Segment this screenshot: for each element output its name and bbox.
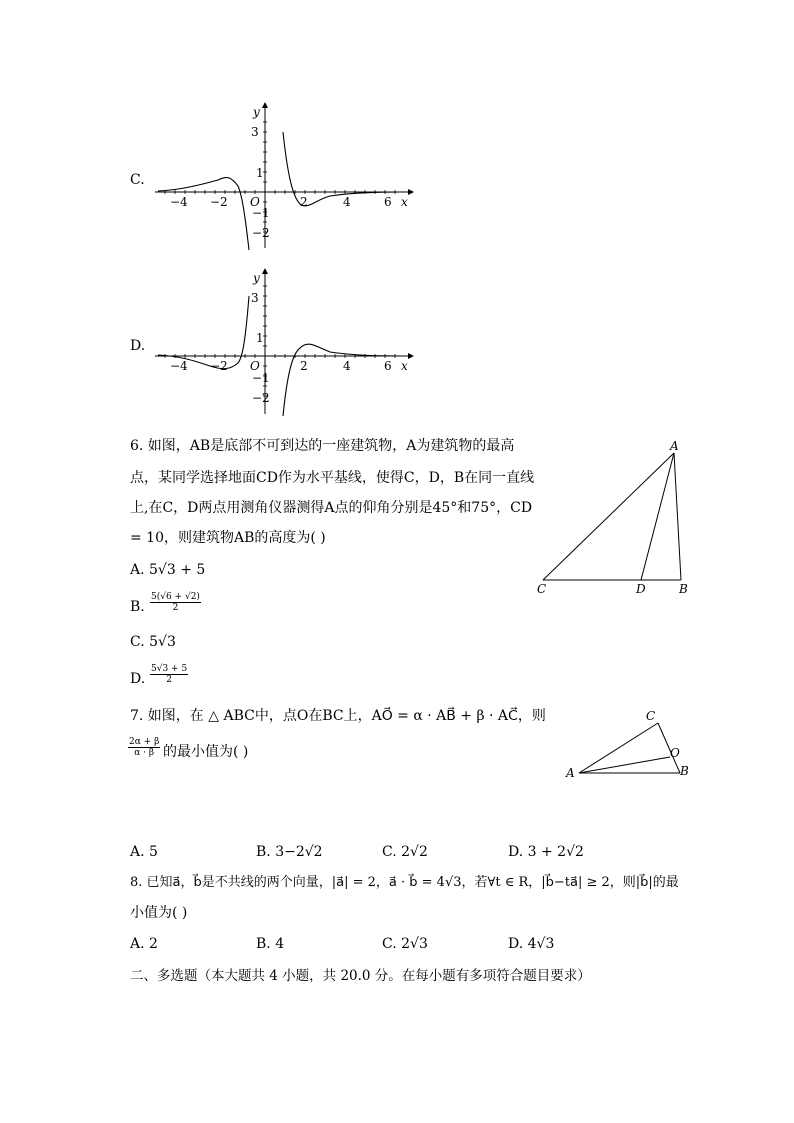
q7-option-d: D. 3 + 2√2 bbox=[508, 844, 584, 860]
q6-option-d-label: D. bbox=[130, 671, 146, 687]
fraction-numerator: 5√3 + 5 bbox=[151, 664, 188, 674]
y-axis-arrow bbox=[262, 268, 268, 274]
q8-line2: 小值为( ) bbox=[130, 905, 188, 921]
x-tick-label: −4 bbox=[170, 359, 188, 373]
q7-fraction bbox=[128, 737, 160, 758]
point-c-label: C bbox=[646, 709, 656, 723]
x-tick-label: 4 bbox=[343, 359, 351, 373]
curve-right bbox=[283, 344, 400, 416]
x-tick-label: 4 bbox=[343, 195, 351, 209]
fraction-denominator: 2 bbox=[172, 603, 179, 613]
point-c-label: C bbox=[537, 582, 547, 596]
curve-left bbox=[158, 178, 249, 250]
option-c-label: C. bbox=[130, 172, 145, 188]
point-b-label: B bbox=[679, 582, 688, 596]
point-b-label: B bbox=[680, 764, 689, 778]
q7-option-a: A. 5 bbox=[130, 844, 158, 860]
q6-figure bbox=[530, 436, 700, 601]
y-axis-label: y bbox=[253, 271, 260, 285]
q8-option-d: D. 4√3 bbox=[508, 936, 555, 952]
segment-ca bbox=[543, 453, 674, 580]
q6-option-d-fraction bbox=[150, 664, 188, 685]
q7-option-b: B. 3−2√2 bbox=[256, 844, 323, 860]
point-a-label: A bbox=[566, 766, 575, 780]
fraction-numerator: 2α + β bbox=[129, 737, 160, 747]
y-tick-label: −2 bbox=[252, 391, 270, 405]
x-tick-label: −2 bbox=[210, 195, 228, 209]
x-axis-arrow bbox=[408, 189, 414, 195]
graph-d bbox=[150, 266, 420, 421]
q7-option-c: C. 2√2 bbox=[382, 844, 428, 860]
x-tick-label: −4 bbox=[170, 195, 188, 209]
x-tick-label: 6 bbox=[384, 195, 392, 209]
q7-line2-tail: 的最小值为( ) bbox=[163, 744, 249, 760]
origin-label: O bbox=[250, 359, 260, 373]
x-tick-label: 2 bbox=[300, 359, 308, 373]
x-axis-label: x bbox=[401, 195, 408, 209]
y-tick-label: 1 bbox=[256, 166, 264, 180]
q7-line1: 7. 如图，在 △ ABC中，点O在BC上，AO⃗ = α · AB⃗ + β · AC⃗，则 bbox=[130, 708, 546, 724]
x-tick-label: 2 bbox=[300, 195, 308, 209]
q8-line1: 8. 已知a⃗，b⃗是不共线的两个向量，|a⃗| = 2，a⃗ · b⃗ = 4√3，若∀t ∈ R，|b⃗−ta⃗| ≥ 2，则|b⃗|的最 bbox=[130, 875, 679, 890]
q6-line3: 上,在C，D两点用测角仪器测得A点的仰角分别是45°和75°，CD bbox=[130, 500, 533, 516]
q6-option-a: A. 5√3 + 5 bbox=[130, 562, 206, 578]
fraction-denominator: 2 bbox=[166, 675, 172, 685]
fraction-denominator: α · β bbox=[134, 748, 155, 758]
q6-option-c: C. 5√3 bbox=[130, 634, 176, 650]
origin-label: O bbox=[250, 195, 260, 209]
point-a-label: A bbox=[670, 439, 679, 453]
option-d-label: D. bbox=[130, 338, 146, 354]
point-d-label: D bbox=[636, 582, 646, 596]
q8-option-c: C. 2√3 bbox=[382, 936, 428, 952]
y-tick-label: 3 bbox=[251, 291, 259, 305]
y-tick-label: 3 bbox=[251, 125, 259, 139]
q8-option-b: B. 4 bbox=[256, 936, 285, 952]
y-tick-label: 1 bbox=[256, 331, 264, 345]
section-2-heading: 二、多选题（本大题共 4 小题，共 20.0 分。在每小题有多项符合题目要求） bbox=[130, 968, 591, 984]
q6-line4: = 10，则建筑物AB的高度为( ) bbox=[130, 530, 326, 546]
y-axis-label: y bbox=[253, 105, 260, 119]
graph-c bbox=[150, 100, 420, 255]
q7-figure bbox=[562, 706, 702, 782]
q6-option-b-label: B. bbox=[130, 599, 145, 615]
x-axis-label: x bbox=[401, 359, 408, 373]
y-tick-label: −1 bbox=[252, 206, 270, 220]
segment-ab bbox=[674, 453, 681, 580]
point-o-label: O bbox=[670, 746, 680, 760]
segment-ac bbox=[579, 723, 658, 773]
y-axis-arrow bbox=[262, 102, 268, 108]
x-tick-label: 6 bbox=[384, 359, 392, 373]
q6-option-b-fraction bbox=[150, 592, 201, 613]
segment-ao bbox=[579, 757, 670, 773]
x-axis-arrow bbox=[408, 353, 414, 359]
q6-line1: 6. 如图，AB是底部不可到达的一座建筑物，A为建筑物的最高 bbox=[130, 438, 515, 454]
q8-option-a: A. 2 bbox=[130, 936, 158, 952]
y-tick-label: −1 bbox=[252, 371, 270, 385]
y-tick-label: −2 bbox=[252, 226, 270, 240]
segment-da bbox=[641, 453, 674, 580]
fraction-numerator: 5(√6 + √2) bbox=[151, 592, 200, 602]
q6-line2: 点，某同学选择地面CD作为水平基线，使得C，D，B在同一直线 bbox=[130, 470, 535, 486]
x-tick-label: −2 bbox=[210, 359, 228, 373]
